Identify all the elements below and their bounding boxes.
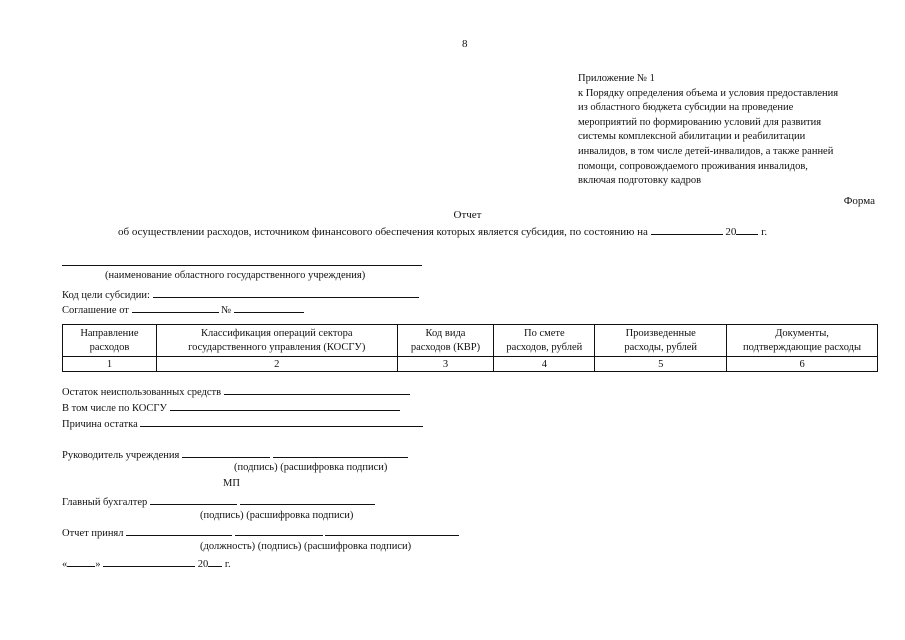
- header-direction: Направление расходов: [63, 325, 157, 357]
- balance-field[interactable]: [224, 384, 410, 395]
- date-day-field[interactable]: [67, 556, 95, 567]
- appendix-block: [578, 72, 878, 189]
- date-suffix: г.: [224, 559, 231, 570]
- column-number: 2: [156, 357, 397, 372]
- expense-report-table: [62, 324, 878, 372]
- date-row: [62, 556, 231, 570]
- subtitle-suffix: г.: [761, 226, 768, 238]
- kosgu-row: [62, 400, 400, 414]
- document-subtitle: [118, 224, 767, 238]
- appendix-line: системы комплексной абилитации и реабилитации: [578, 131, 806, 143]
- date-year-field[interactable]: [208, 556, 222, 567]
- subsidy-code-field[interactable]: [153, 287, 419, 298]
- appendix-line: Приложение № 1: [578, 73, 655, 84]
- appendix-line: включая подготовку кадров: [578, 175, 702, 187]
- accountant-signature-field[interactable]: [150, 494, 237, 505]
- agreement-row: [62, 302, 304, 316]
- accountant-label: Главный бухгалтер: [62, 497, 148, 508]
- accepted-label: Отчет принял: [62, 528, 124, 539]
- accountant-caption: (подпись) (расшифровка подписи): [200, 510, 354, 521]
- balance-row: [62, 384, 410, 398]
- column-number: 6: [727, 357, 878, 372]
- subsidy-code-row: [62, 287, 419, 301]
- report-date-field[interactable]: [651, 224, 723, 235]
- accepted-row: [62, 525, 459, 539]
- date-open-quote: «: [62, 559, 68, 570]
- header-kosgu: Классификация операций сектора государственного управления (КОСГУ): [156, 325, 397, 357]
- head-name-field[interactable]: [273, 447, 408, 458]
- head-label: Руководитель учреждения: [62, 450, 180, 461]
- appendix-line: помощи, сопровождаемого проживания инвалидов,: [578, 160, 808, 172]
- appendix-line: инвалидов, в том числе детей-инвалидов, а также ранней: [578, 145, 834, 157]
- reason-field[interactable]: [140, 416, 423, 427]
- accepted-position-field[interactable]: [126, 525, 232, 536]
- column-number: 4: [494, 357, 595, 372]
- form-label: Форма: [843, 195, 875, 207]
- stamp-label: МП: [223, 478, 240, 489]
- column-number: 1: [63, 357, 157, 372]
- appendix-line: мероприятий по формированию условий для развития: [578, 116, 822, 128]
- accepted-signature-field[interactable]: [235, 525, 323, 536]
- date-close-quote: »: [95, 559, 101, 570]
- head-caption: (подпись) (расшифровка подписи): [234, 462, 388, 473]
- agreement-number-label: №: [221, 305, 232, 316]
- date-month-field[interactable]: [103, 556, 195, 567]
- accountant-name-field[interactable]: [240, 494, 375, 505]
- accountant-row: [62, 494, 375, 508]
- appendix-line: из областного бюджета субсидии на проведение: [578, 102, 794, 114]
- kosgu-label: В том числе по КОСГУ: [62, 403, 167, 414]
- subsidy-code-label: Код цели субсидии:: [62, 290, 150, 301]
- agreement-date-field[interactable]: [132, 302, 219, 313]
- header-kvr: Код вида расходов (КВР): [397, 325, 494, 357]
- institution-name-field[interactable]: [62, 265, 422, 266]
- head-signature-field[interactable]: [182, 447, 270, 458]
- appendix-line: к Порядку определения объема и условия предоставления: [578, 87, 839, 99]
- reason-row: [62, 416, 423, 430]
- agreement-label: Соглашение от: [62, 305, 129, 316]
- date-year: 20: [197, 559, 209, 570]
- kosgu-field[interactable]: [170, 400, 400, 411]
- header-actual: Произведенные расходы, рублей: [595, 325, 727, 357]
- agreement-number-field[interactable]: [234, 302, 304, 313]
- reason-label: Причина остатка: [62, 419, 138, 430]
- head-row: [62, 447, 408, 461]
- column-number: 3: [397, 357, 494, 372]
- balance-label: Остаток неиспользованных средств: [62, 387, 222, 398]
- document-title: Отчет: [453, 209, 482, 221]
- accepted-caption: (должность) (подпись) (расшифровка подписи): [200, 541, 412, 552]
- table-header-row: [63, 325, 878, 357]
- header-estimate: По смете расходов, рублей: [494, 325, 595, 357]
- header-documents: Документы, подтверждающие расходы: [727, 325, 878, 357]
- report-year-field[interactable]: [736, 224, 758, 235]
- subtitle-year: 20: [725, 226, 737, 238]
- accepted-name-field[interactable]: [325, 525, 459, 536]
- page-number: 8: [462, 38, 468, 50]
- column-number: 5: [595, 357, 727, 372]
- subtitle-text: об осуществлении расходов, источником финансового обеспечения которых является субсидия, по состоянию на: [118, 226, 648, 238]
- table-number-row: [63, 357, 878, 372]
- institution-caption: (наименование областного государственного учреждения): [105, 270, 366, 281]
